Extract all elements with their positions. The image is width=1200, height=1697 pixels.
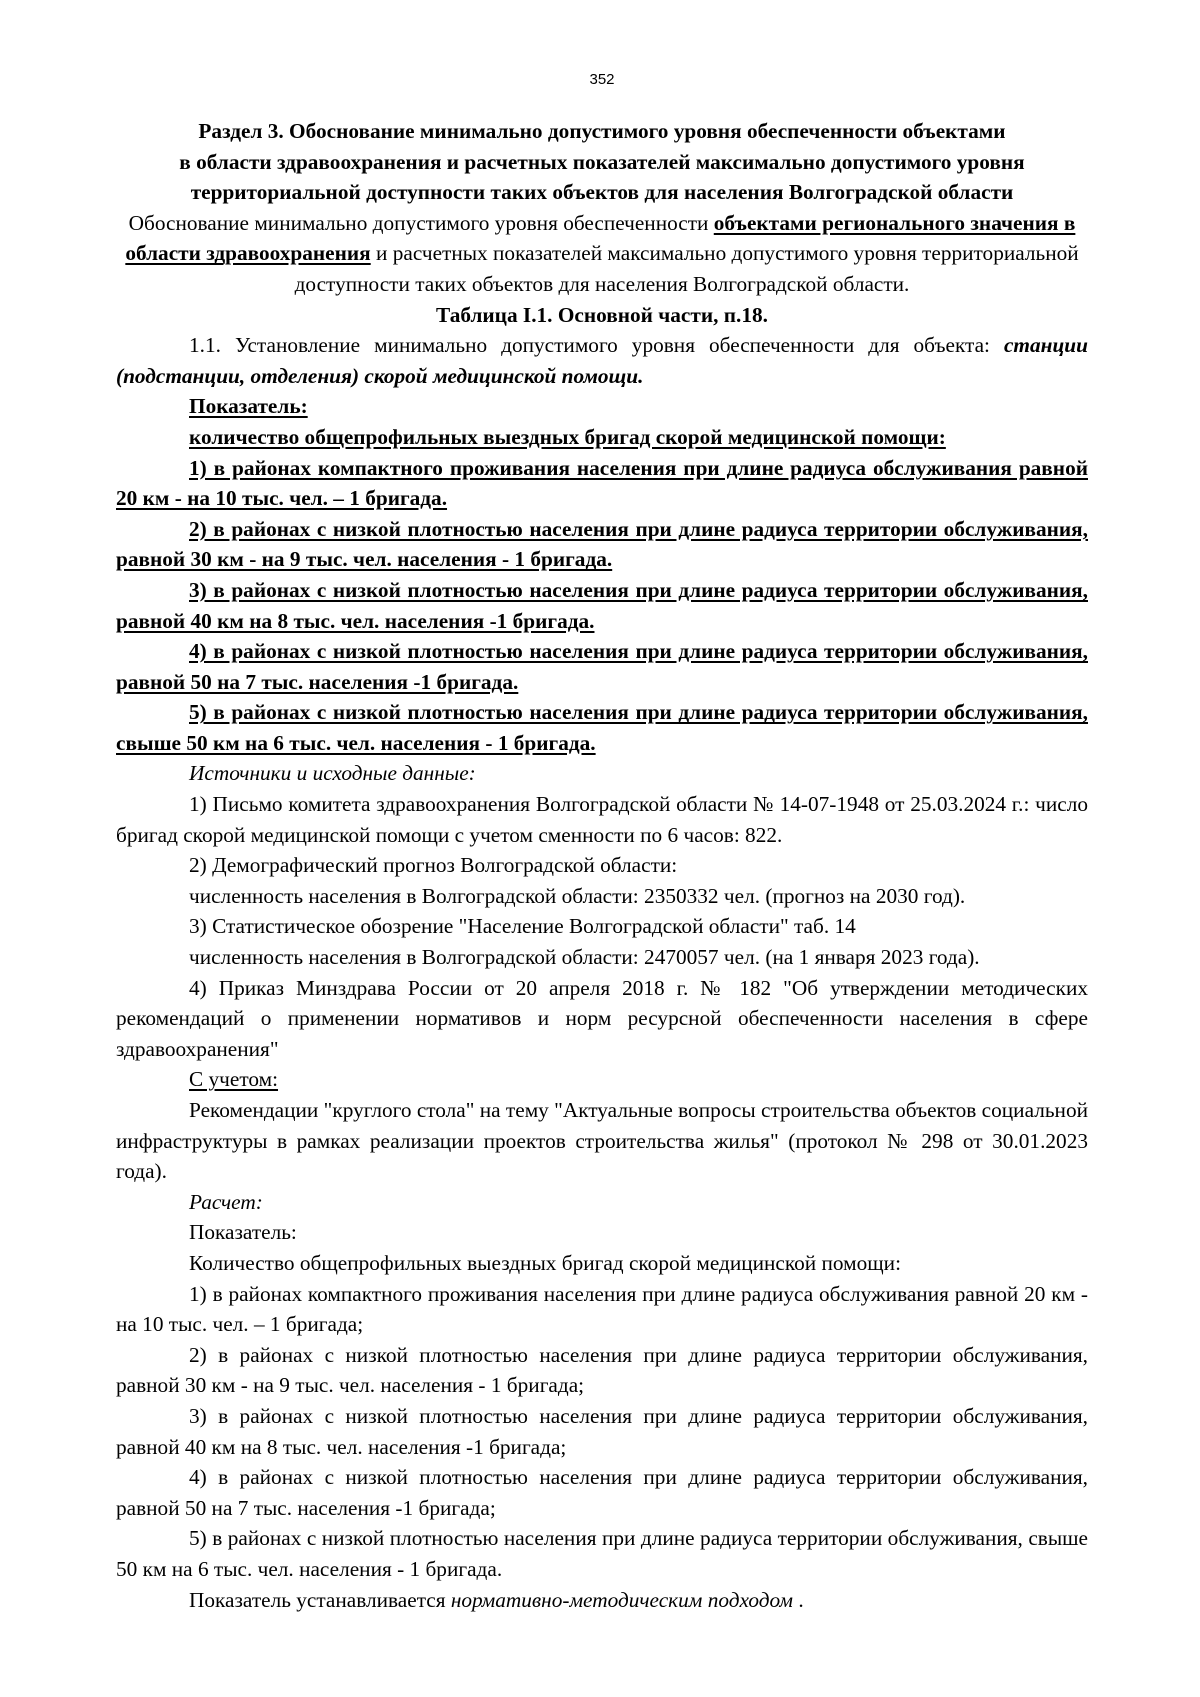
- indicator-item-4: 4) в районах с низкой плотностью населения при длине радиуса территории обслуживания, равной 50 на 7 тыс. населения -1 бригада.: [116, 639, 1088, 694]
- section-title-line: в области здравоохранения и расчетных показателей максимально допустимого уровня: [179, 149, 1025, 174]
- section-title-line: Раздел 3. Обоснование минимально допустимого уровня обеспеченности объектами: [198, 119, 1006, 143]
- considering-text: Рекомендации "круглого стола" на тему "Актуальные вопросы строительства объектов социальной инфраструктуры в рамках реализации проектов строительства жилья" (протокол № 298 от 30.01.2023 года).: [116, 1098, 1088, 1184]
- source-2a: 2) Демографический прогноз Волгоградской области:: [189, 853, 678, 878]
- sources-label: Источники и исходные данные:: [189, 761, 476, 786]
- subtitle-part1: Обоснование минимально допустимого уровня обеспеченности: [128, 210, 714, 235]
- item-1-1: [116, 330, 1088, 391]
- considering-label-row: [116, 1064, 1088, 1095]
- section-subtitle: [116, 208, 1088, 300]
- calc-indicator-label: Показатель:: [189, 1220, 297, 1245]
- source-3b: численность населения в Волгоградской области: 2470057 чел. (на 1 января 2023 года).: [189, 945, 980, 970]
- indicator-title: количество общепрофильных выездных бригад скорой медицинской помощи:: [189, 424, 946, 449]
- calc-item-5: 5) в районах с низкой плотностью населения при длине радиуса территории обслуживания, свыше 50 км на 6 тыс. чел. населения - 1 бригада.: [116, 1526, 1088, 1581]
- subtitle-part3: и расчетных показателей максимально допустимого уровня территориальной доступности таких объектов для населения Волгоградской области.: [294, 241, 1079, 296]
- source-1: 1) Письмо комитета здравоохранения Волгоградской области № 14-07-1948 от 25.03.2024 г.: число бригад скорой медицинской помощи с учетом сменности по 6 часов: 822.: [116, 792, 1088, 847]
- indicator-label-row: [116, 391, 1088, 422]
- calc-item-2: 2) в районах с низкой плотностью населения при длине радиуса территории обслуживания, равной 30 км - на 9 тыс. чел. населения - 1 бригада;: [116, 1342, 1088, 1398]
- calc-label: Расчет:: [189, 1189, 263, 1214]
- indicator-item-1: 1) в районах компактного проживания населения при длине радиуса обслуживания равной 20 км - на 10 тыс. чел. – 1 бригада.: [116, 455, 1088, 511]
- conclusion-end: .: [793, 1587, 804, 1612]
- calc-conclusion: [116, 1585, 1088, 1616]
- source-2b: численность населения в Волгоградской области: 2350332 чел. (прогноз на 2030 год).: [189, 883, 966, 908]
- considering-label: С учетом:: [189, 1067, 279, 1092]
- indicator-item-2: 2) в районах с низкой плотностью населения при длине радиуса территории обслуживания, равной 30 км - на 9 тыс. чел. населения - 1 бригада.: [116, 516, 1088, 572]
- subtitle-underlined: объектами регионального значения в области здравоохранения: [125, 210, 1076, 266]
- indicator-label: Показатель:: [189, 394, 308, 419]
- indicator-title-row: [116, 422, 1088, 453]
- indicator-item-3: 3) в районах с низкой плотностью населения при длине радиуса территории обслуживания, равной 40 км на 8 тыс. чел. населения -1 бригада.: [116, 577, 1088, 633]
- calc-item-1: 1) в районах компактного проживания населения при длине радиуса обслуживания равной 20 км - на 10 тыс. чел. – 1 бригада;: [116, 1281, 1088, 1337]
- calc-item-4: 4) в районах с низкой плотностью населения при длине радиуса территории обслуживания, равной 50 на 7 тыс. населения -1 бригада;: [116, 1465, 1088, 1520]
- calc-item-3: 3) в районах с низкой плотностью населения при длине радиуса территории обслуживания, равной 40 км на 8 тыс. чел. населения -1 бригада;: [116, 1403, 1088, 1459]
- conclusion-method: нормативно-методическим подходом: [450, 1587, 793, 1612]
- section-title-line: территориальной доступности таких объектов для населения Волгоградской области: [190, 180, 1014, 205]
- calc-title: Количество общепрофильных выездных бригад скорой медицинской помощи:: [189, 1250, 901, 1275]
- table-reference: Таблица I.1. Основной части, п.18.: [436, 302, 768, 327]
- conclusion-plain: Показатель устанавливается: [189, 1587, 451, 1612]
- indicator-item-5: 5) в районах с низкой плотностью населения при длине радиуса территории обслуживания, свыше 50 км на 6 тыс. чел. населения - 1 бригада.: [116, 700, 1088, 755]
- source-3a: 3) Статистическое обозрение "Население Волгоградской области" таб. 14: [189, 914, 856, 939]
- item-1-1-text: 1.1. Установление минимально допустимого уровня обеспеченности для объекта:: [189, 333, 1004, 358]
- page-number: 352: [589, 71, 615, 88]
- source-4: 4) Приказ Минздрава России от 20 апреля 2018 г. № 182 "Об утверждении методических рекомендаций о применении нормативов и норм ресурсной обеспеченности населения в сфере здравоохранения": [116, 975, 1088, 1061]
- item-1-1-object: станции (подстанции, отделения) скорой медицинской помощи.: [116, 333, 1088, 388]
- section-title: [116, 116, 1088, 208]
